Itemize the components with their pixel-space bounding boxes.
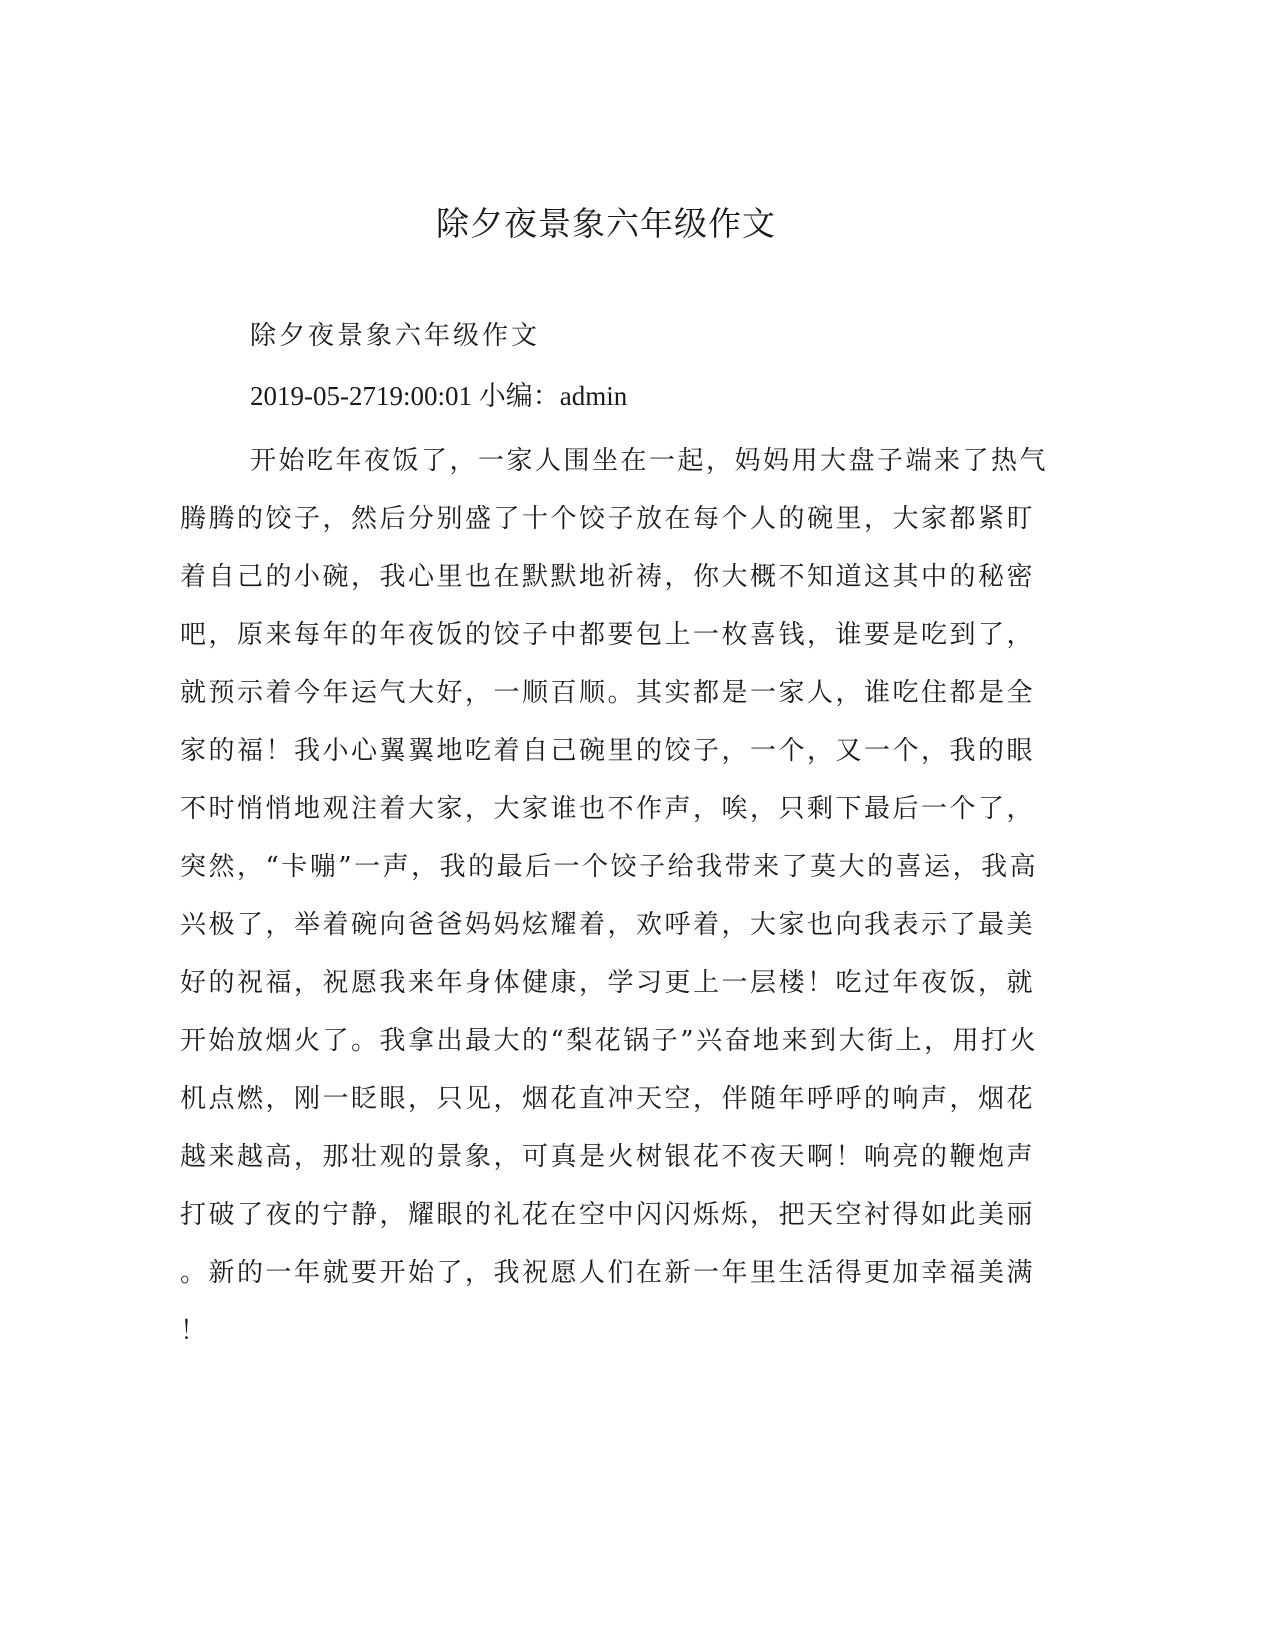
body-line: 机点燃，刚一眨眼，只见，烟花直冲天空，伴随年呼呼的响声，烟花 [180,1084,1036,1114]
page-title: 除夕夜景象六年级作文 [436,204,776,243]
body-line: 就预示着今年运气大好，一顺百顺。其实都是一家人，谁吃住都是全 [180,678,1036,708]
body-line: 开始放烟火了。我拿出最大的“梨花锅子”兴奋地来到大街上，用打火 [180,1026,1039,1056]
body-line: ！ [180,1316,209,1346]
body-line: 越来越高，那壮观的景象，可真是火树银花不夜天啊！响亮的鞭炮声 [180,1142,1036,1172]
body-line: 腾腾的饺子，然后分别盛了十个饺子放在每个人的碗里，大家都紧盯 [180,504,1036,534]
body-line: 吧，原来每年的年夜饭的饺子中都要包上一枚喜钱，谁要是吃到了， [180,620,1036,650]
article-subtitle: 除夕夜景象六年级作文 [250,321,541,351]
article-meta: 2019-05-2719:00:01 小编：admin [250,381,628,411]
body-line: 打破了夜的宁静，耀眼的礼花在空中闪闪烁烁，把天空衬得如此美丽 [180,1200,1036,1230]
body-line: 突然，“卡嘣”一声，我的最后一个饺子给我带来了莫大的喜运，我高 [180,852,1039,882]
body-line: 。新的一年就要开始了，我祝愿人们在新一年里生活得更加幸福美满 [180,1258,1036,1288]
body-line: 好的祝福，祝愿我来年身体健康，学习更上一层楼！吃过年夜饭，就 [180,968,1036,998]
body-line: 开始吃年夜饭了，一家人围坐在一起，妈妈用大盘子端来了热气 [250,446,1049,476]
body-line: 不时悄悄地观注着大家，大家谁也不作声，唉，只剩下最后一个了， [180,794,1036,824]
body-line: 兴极了，举着碗向爸爸妈妈炫耀着，欢呼着，大家也向我表示了最美 [180,910,1036,940]
body-line: 着自己的小碗，我心里也在默默地祈祷，你大概不知道这其中的秘密 [180,562,1036,592]
article-body [180,432,1049,1360]
body-line: 家的福！我小心翼翼地吃着自己碗里的饺子，一个，又一个，我的眼 [180,736,1036,766]
